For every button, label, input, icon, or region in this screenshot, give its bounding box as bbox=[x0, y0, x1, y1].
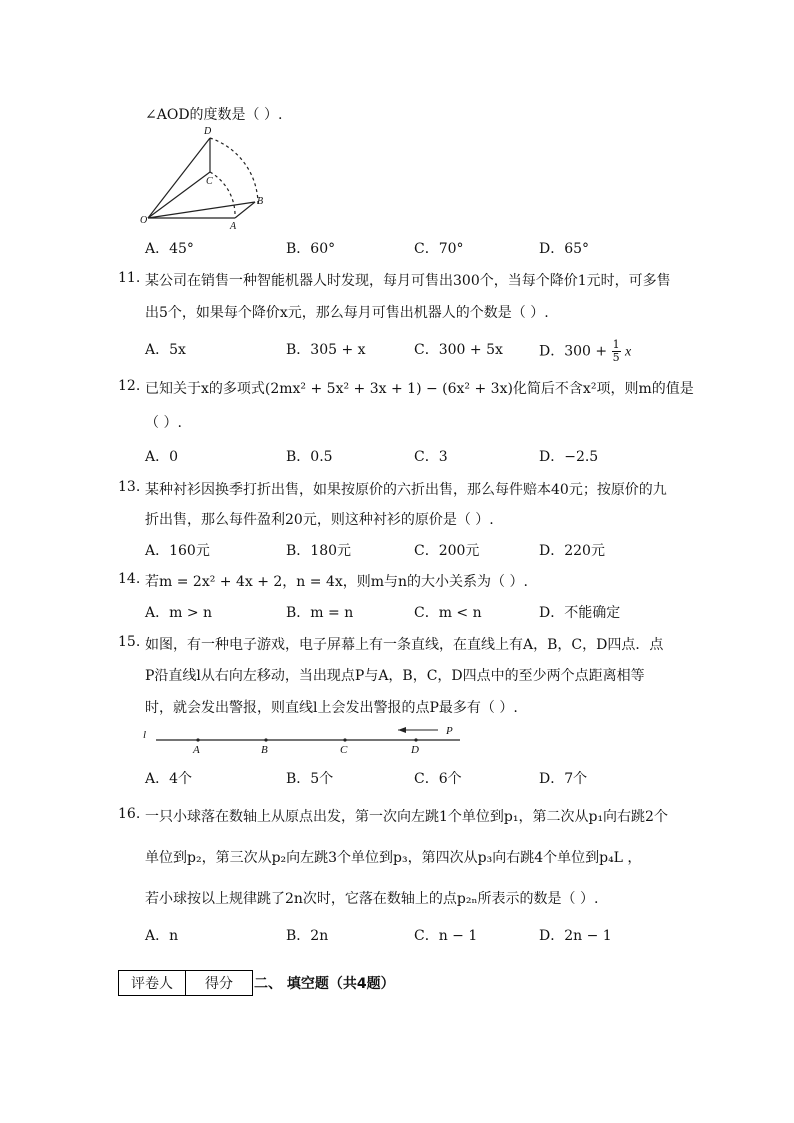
q11-line1: 某公司在销售一种智能机器人时发现，每月可售出300个，当每个降价1元时，可多售 bbox=[145, 273, 671, 289]
q10-option-d: D．65° bbox=[539, 241, 590, 257]
q11-fraction bbox=[612, 339, 621, 364]
q12-option-c: C．3 bbox=[414, 449, 448, 465]
section-title: 二、 填空题（共4题） bbox=[254, 976, 395, 992]
q10-angle-figure bbox=[140, 124, 270, 234]
score-box bbox=[118, 970, 253, 996]
q11-option-d bbox=[539, 339, 631, 364]
label-l: l bbox=[143, 729, 147, 741]
q13-option-b: B．180元 bbox=[286, 543, 352, 559]
q15-option-d: D．7个 bbox=[539, 771, 588, 787]
q14-line1: 若m = 2x² + 4x + 2，n = 4x，则m与n的大小关系为（ ）. bbox=[145, 574, 528, 590]
score-cell: 得分 bbox=[186, 971, 253, 996]
q13-line1: 某种衬衫因换季打折出售，如果按原价的六折出售，那么每件赔本40元；按原价的九 bbox=[145, 482, 667, 498]
q12-option-a: A．0 bbox=[145, 449, 179, 465]
label-p: P bbox=[446, 725, 453, 737]
label-c: C bbox=[340, 744, 348, 756]
q15-line2: P沿直线l从右向左移动，当出现点P与A，B，C，D四点中的至少两个点距离相等 bbox=[145, 668, 645, 684]
label-d: D bbox=[411, 744, 419, 756]
q15-option-c: C．6个 bbox=[414, 771, 462, 787]
q12-number: 12. bbox=[118, 378, 141, 394]
q16-option-a: A．n bbox=[145, 928, 179, 944]
q12-line1: 已知关于x的多项式(2mx² + 5x² + 3x + 1) − (6x² + 3x)化简后不含x²项，则m的值是 bbox=[145, 381, 694, 397]
q12-line2: （ ）. bbox=[145, 415, 182, 431]
q10-option-b: B．60° bbox=[286, 241, 336, 257]
q11-option-b: B．305 + x bbox=[286, 342, 366, 358]
q14-option-b: B．m = n bbox=[286, 605, 354, 621]
q15-option-b: B．5个 bbox=[286, 771, 334, 787]
q16-number: 16. bbox=[118, 806, 141, 822]
q10-stem-tail: ∠AOD的度数是（ ）. bbox=[145, 107, 283, 123]
q10-option-a: A．45° bbox=[145, 241, 194, 257]
q13-option-d: D．220元 bbox=[539, 543, 605, 559]
q11-option-d-prefix: D．300 + bbox=[539, 343, 612, 360]
q15-line3: 时，就会发出警报，则直线l上会发出警报的点P最多有（ ）. bbox=[145, 700, 518, 716]
q16-option-d: D．2n − 1 bbox=[539, 928, 612, 944]
q14-number: 14. bbox=[118, 571, 141, 587]
q11-option-a: A．5x bbox=[145, 342, 186, 358]
q10-option-c: C．70° bbox=[414, 241, 464, 257]
q15-line1: 如图，有一种电子游戏，电子屏幕上有一条直线，在直线上有A，B，C，D四点．点 bbox=[145, 637, 664, 653]
q14-option-d: D．不能确定 bbox=[539, 605, 621, 621]
q12-option-b: B．0.5 bbox=[286, 449, 333, 465]
label-c: C bbox=[206, 176, 213, 187]
q16-option-c: C．n − 1 bbox=[414, 928, 478, 944]
reviewer-cell: 评卷人 bbox=[119, 971, 186, 996]
q13-number: 13. bbox=[118, 479, 141, 495]
q14-option-c: C．m < n bbox=[414, 605, 482, 621]
q16-option-b: B．2n bbox=[286, 928, 329, 944]
label-d: D bbox=[204, 126, 212, 137]
q15-option-a: A．4个 bbox=[145, 771, 193, 787]
label-a: A bbox=[193, 744, 200, 756]
q12-option-d: D．−2.5 bbox=[539, 449, 599, 465]
q11-line2: 出5个，如果每个降价x元，那么每月可售出机器人的个数是（ ）. bbox=[145, 305, 549, 321]
q15-number: 15. bbox=[118, 634, 141, 650]
q16-line3: 若小球按以上规律跳了2n次时，它落在数轴上的点p₂ₙ所表示的数是（ ）. bbox=[145, 891, 599, 907]
q11-option-c: C．300 + 5x bbox=[414, 342, 503, 358]
label-b: B bbox=[257, 196, 264, 207]
q11-frac-var: x bbox=[625, 344, 632, 360]
q15-number-line-figure bbox=[140, 722, 470, 756]
q13-option-c: C．200元 bbox=[414, 543, 480, 559]
q16-line2: 单位到p₂，第三次从p₂向左跳3个单位到p₃，第四次从p₃向右跳4个单位到p₄L ， bbox=[145, 850, 642, 866]
label-o: O bbox=[140, 215, 148, 226]
q11-frac-den: 5 bbox=[612, 351, 620, 364]
q11-number: 11. bbox=[118, 270, 141, 286]
q16-line1: 一只小球落在数轴上从原点出发，第一次向左跳1个单位到p₁，第二次从p₁向右跳2个 bbox=[145, 809, 668, 825]
q11-frac-num: 1 bbox=[612, 338, 620, 351]
q14-option-a: A．m > n bbox=[145, 605, 213, 621]
q13-line2: 折出售，那么每件盈利20元，则这种衬衫的原价是（ ）. bbox=[145, 512, 494, 528]
q13-option-a: A．160元 bbox=[145, 543, 210, 559]
label-a: A bbox=[230, 221, 237, 232]
label-b: B bbox=[261, 744, 268, 756]
